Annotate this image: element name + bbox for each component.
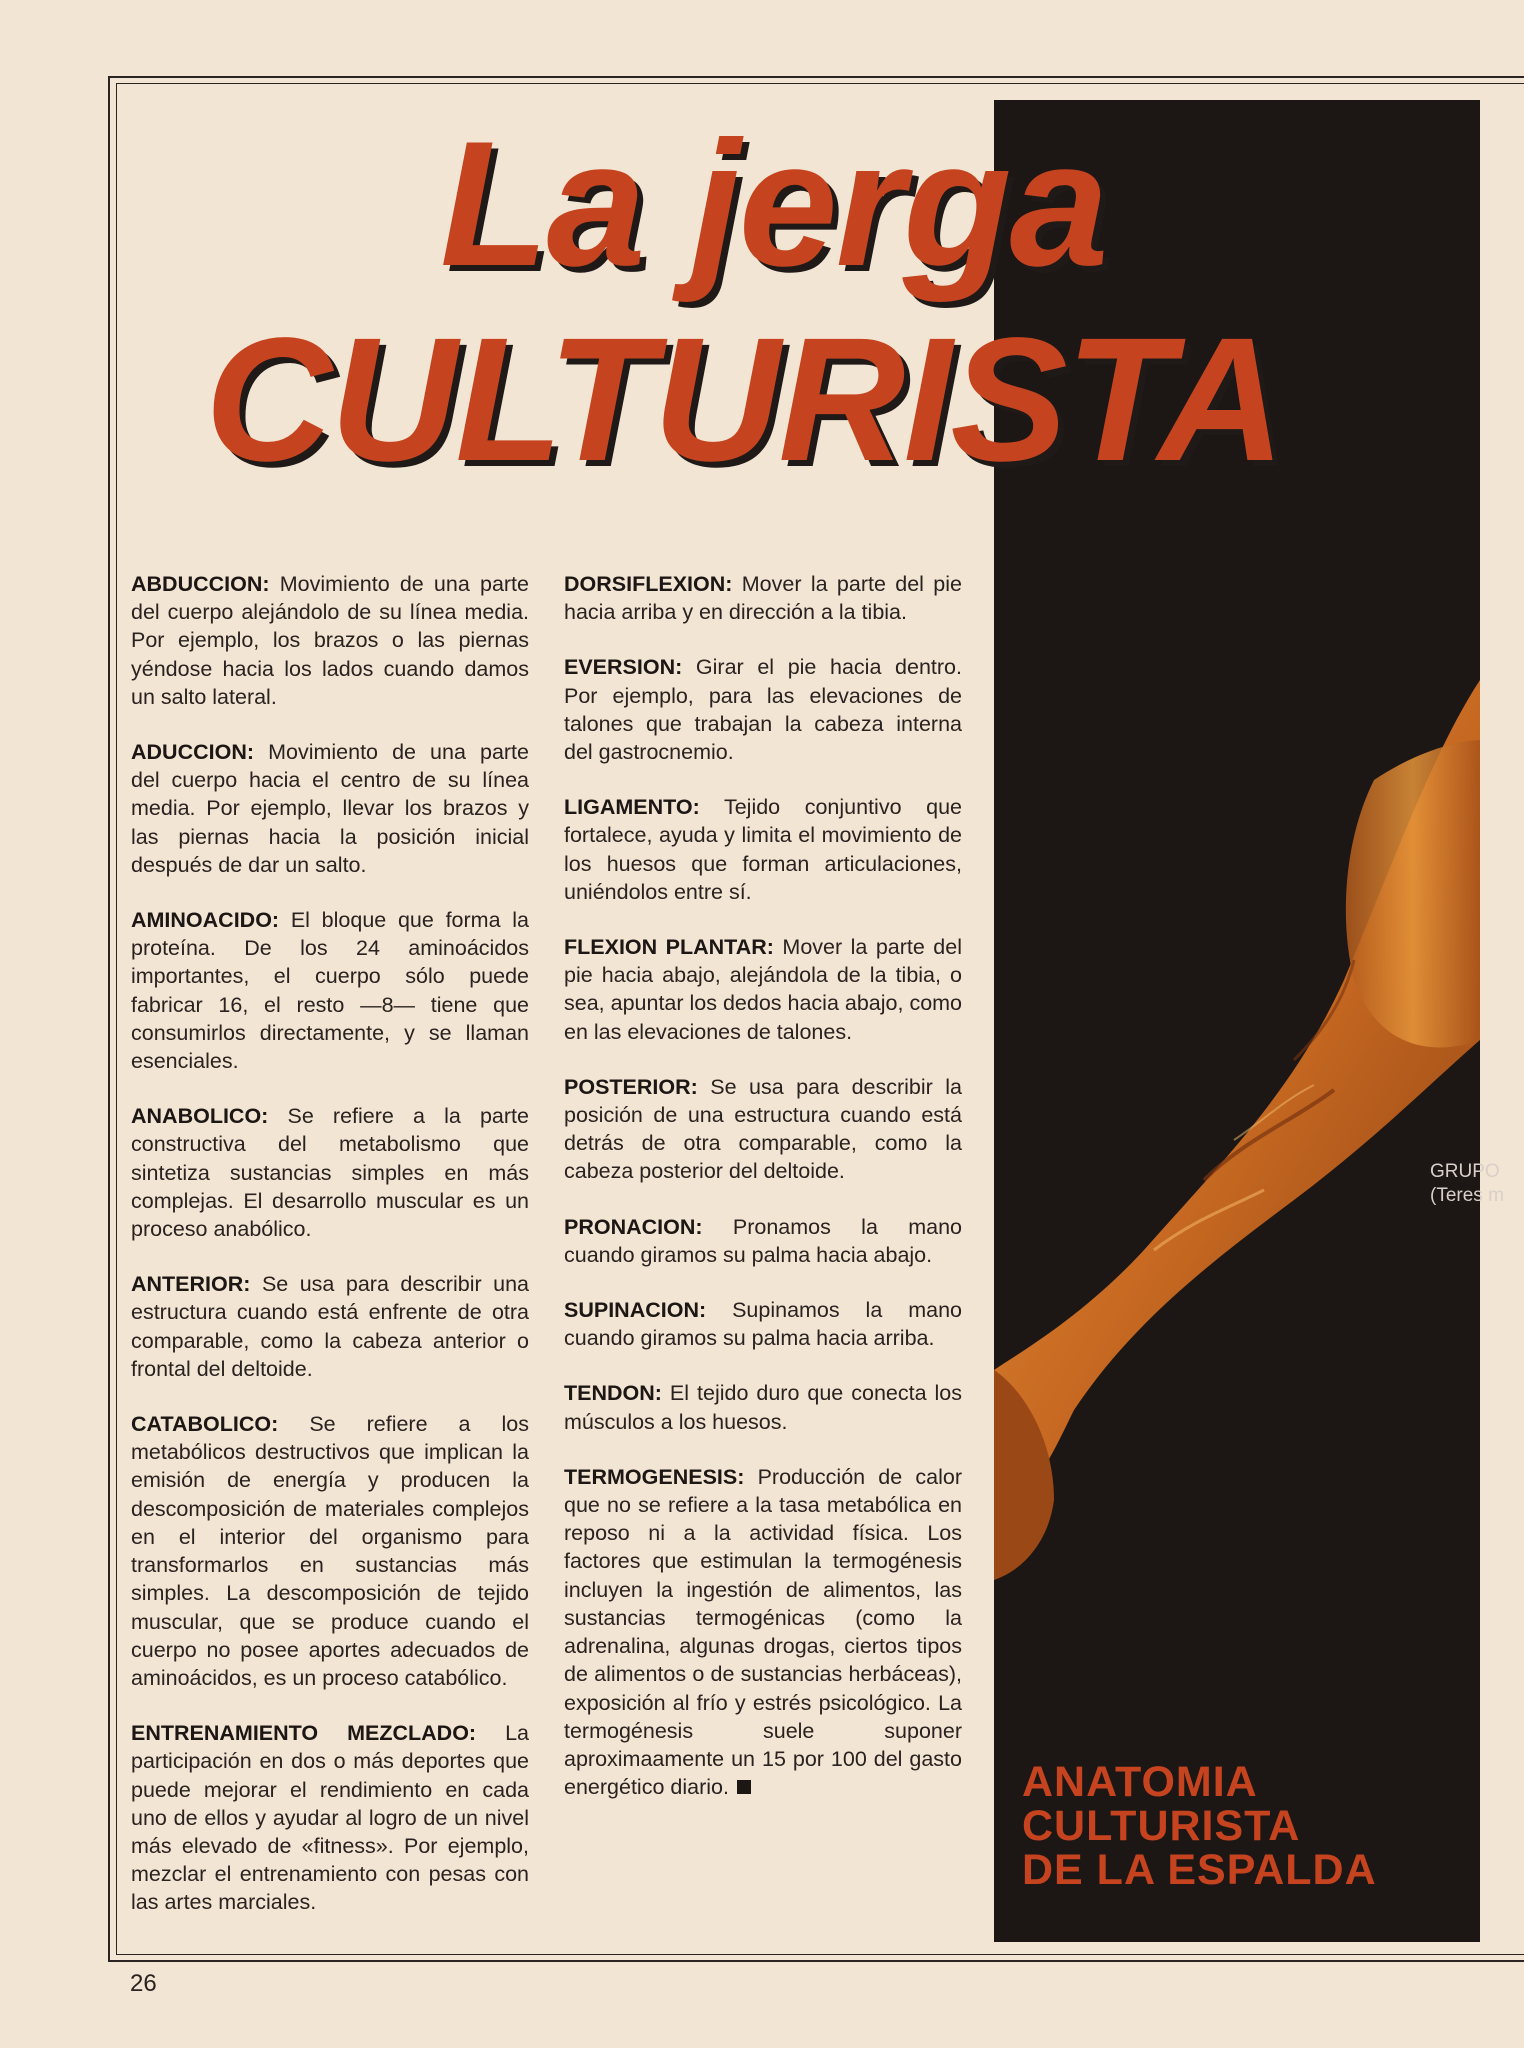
glossary-term: ENTRENAMIENTO MEZCLADO: [131, 1721, 477, 1746]
glossary-entry [564, 933, 962, 1046]
glossary-entry [131, 1270, 529, 1383]
glossary-definition: Producción de calor que no se refiere a la tasa metabólica en reposo ni a la actividad física. Los factores que estimulan la termogénesis incluyen la ingestión de alimentos, las sustancias termogénicas (como la adrenalina, algunas drogas, ciertos tipos de alimentos o de sustancias herbáceas), exposición al frío y estrés psicológico. La termogénesis suele suponer aproximaamente un 15 por 100 del gasto energético diario. [564, 1464, 962, 1800]
section-title-line: DE LA ESPALDA [1022, 1846, 1377, 1894]
glossary-definition: El bloque que forma la proteína. De los 24 aminoácidos importantes, el cuerpo sólo puede fabricar 16, el resto —8— tiene que consumirlos directamente, y se llaman esenciales. [131, 908, 529, 1074]
glossary-entry [131, 1102, 529, 1243]
glossary-term: AMINOACIDO: [131, 908, 280, 933]
glossary-definition: El tejido duro que conecta los músculos a los huesos. [564, 1381, 962, 1434]
glossary-term: TENDON: [564, 1381, 662, 1406]
glossary-term: DORSIFLEXION: [564, 572, 733, 596]
glossary-definition: Mover la parte del pie hacia arriba y en dirección a la tibia. [564, 572, 962, 625]
section-title-line: CULTURISTA [1022, 1802, 1301, 1850]
title-line-1: La jerga [440, 104, 1107, 303]
glossary-definition: Movimiento de una parte del cuerpo alejándolo de su línea media. Por ejemplo, los brazos o las piernas yéndose hacia los lados cuando damos un salto lateral. [131, 572, 529, 709]
glossary-term: POSTERIOR: [564, 1074, 698, 1099]
glossary-entry [564, 793, 962, 906]
glossary-term: ANTERIOR: [131, 1272, 251, 1297]
glossary-definition: La participación en dos o más deportes que puede mejorar el rendimiento en cada uno de ellos y ayudar al logro de un nivel más elevado de «fitness». Por ejemplo, mezclar el entrenamiento con pesas con las artes marciales. [131, 1721, 529, 1915]
glossary-definition: Mover la parte del pie hacia abajo, alejándola de la tibia, o sea, apuntar los dedos hacia abajo, como en las elevaciones de talones. [564, 935, 963, 1044]
glossary-term: ADUCCION: [131, 740, 255, 765]
glossary-definition: Tejido conjuntivo que fortalece, ayuda y limita el movimiento de los huesos que forman articulaciones, uniéndolos entre sí. [564, 795, 962, 904]
glossary-term: CATABOLICO: [131, 1412, 279, 1437]
frame-line [108, 1960, 1524, 1962]
frame-line [116, 83, 1524, 84]
glossary-entry [131, 906, 529, 1075]
glossary-column-left [131, 570, 529, 1944]
end-of-article-mark [737, 1780, 751, 1794]
glossary-entry [564, 1296, 962, 1352]
section-title [1022, 1760, 1377, 1892]
section-title-line: ANATOMIA [1022, 1758, 1258, 1806]
glossary-term: SUPINACION: [564, 1298, 707, 1323]
glossary-term: FLEXION PLANTAR: [564, 935, 774, 960]
frame-line [108, 76, 1524, 78]
glossary-term: LIGAMENTO: [564, 795, 700, 820]
glossary-definition: Pronamos la mano cuando giramos su palma hacia abajo. [564, 1214, 962, 1267]
glossary-definition: Se usa para describir una estructura cuando está enfrente de otra comparable, como la cabeza anterior o frontal del deltoide. [131, 1272, 529, 1381]
glossary-definition: Se refiere a la parte constructiva del metabolismo que sintetiza sustancias simples en más complejas. El desarrollo muscular es un proceso anabólico. [131, 1104, 529, 1242]
glossary-definition: Movimiento de una parte del cuerpo hacia el centro de su línea media. Por ejemplo, llevar los brazos y las piernas hacia la posición inicial después de dar un salto. [131, 740, 529, 877]
glossary-term: PRONACION: [564, 1214, 703, 1239]
photo-caption [1430, 1160, 1504, 1208]
glossary-definition: Se refiere a los metabólicos destructivos que implican la emisión de energía y producen la descomposición de materiales complejos en el interior del organismo para transformarlos en sustancias más simples. La descomposición de tejido muscular, que se produce cuando el cuerpo no posee aportes adecuados de aminoácidos, es un proceso catabólico. [131, 1412, 529, 1690]
glossary-entry [564, 1213, 962, 1269]
title-line-2: CULTURISTA [205, 302, 1284, 498]
glossary-entry [564, 1463, 962, 1801]
glossary-entry [564, 570, 962, 626]
glossary-entry [564, 653, 962, 766]
glossary-definition: Girar el pie hacia dentro. Por ejemplo, para las elevaciones de talones que trabajan la cabeza interna del gastrocnemio. [564, 655, 962, 765]
frame-line [116, 1954, 1524, 1955]
glossary-entry [131, 1719, 529, 1916]
glossary-entry [131, 1410, 529, 1692]
glossary-term: ABDUCCION: [131, 572, 270, 596]
glossary-term: ANABOLICO: [131, 1104, 269, 1129]
photo-caption-line: (Teres m [1430, 1185, 1504, 1206]
frame-line [116, 83, 117, 1955]
glossary-entry [564, 1379, 962, 1435]
glossary-entry [131, 570, 529, 711]
glossary-definition: Se usa para describir la posición de una estructura cuando está detrás de otra comparable, como la cabeza posterior del deltoide. [564, 1074, 962, 1184]
glossary-entry [564, 1073, 962, 1186]
photo-caption-line: GRUPO [1430, 1161, 1500, 1182]
glossary-entry [131, 738, 529, 879]
glossary-term: EVERSION: [564, 655, 683, 680]
glossary-definition: Supinamos la mano cuando giramos su palma hacia arriba. [564, 1298, 962, 1351]
frame-line [108, 76, 110, 1962]
glossary-term: TERMOGENESIS: [564, 1464, 745, 1489]
page-number: 26 [130, 1970, 157, 1997]
glossary-column-right [564, 570, 962, 1828]
